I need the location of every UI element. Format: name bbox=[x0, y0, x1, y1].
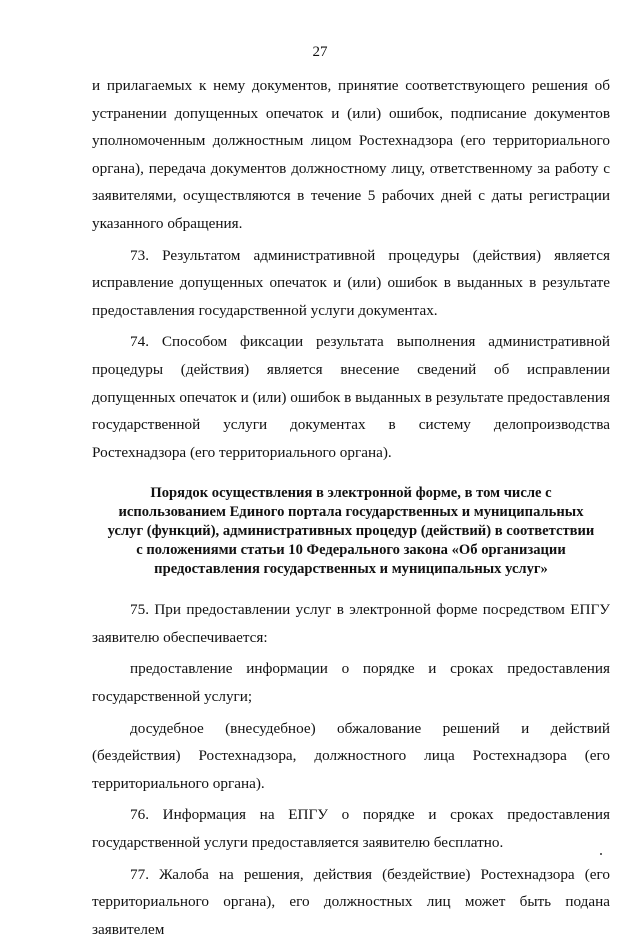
section-heading-line: с положениями статьи 10 Федерального закона «Об организации bbox=[136, 541, 566, 558]
section-heading-line: услуг (функций), административных процедур (действий) в соответствии bbox=[107, 522, 595, 539]
scan-speck bbox=[600, 853, 602, 855]
page-number: 27 bbox=[312, 44, 328, 60]
paragraph-75-item-info: предоставление информации о порядке и сроках предоставления государственной услуги; bbox=[92, 660, 610, 706]
section-heading bbox=[92, 484, 610, 578]
paragraph-76: 76. Информация на ЕПГУ о порядке и сроках предоставления государственной услуги предоставляется заявителю бесплатно. bbox=[92, 806, 610, 852]
paragraph-continuation: и прилагаемых к нему документов, принятие соответствующего решения об устранении допущенных опечаток и (или) ошибок, подписание документов уполномоченным должностным лицом Ростехнадзора (его территориального органа), передача документов должностному лицу, ответственному за работу с заявителями, осуществляются в течение 5 рабочих дней с даты регистрации указанного обращения. bbox=[92, 77, 610, 232]
paragraph-74: 74. Способом фиксации результата выполнения административной процедуры (действия) является внесение сведений об исправлении допущенных опечаток и (или) ошибок в выданных в результате предоставления государственной услуги документах в систему делопроизводства Ростехнадзора (его территориального органа). bbox=[92, 333, 611, 461]
paragraph-77: 77. Жалоба на решения, действия (бездействие) Ростехнадзора (его территориального органа), его должностных лиц может быть подана заявителем bbox=[92, 865, 610, 938]
section-heading-line: использованием Единого портала государственных и муниципальных bbox=[118, 504, 584, 521]
section-heading-line: предоставления государственных и муниципальных услуг» bbox=[154, 560, 548, 577]
paragraph-75-item-appeal: досудебное (внесудебное) обжалование решений и действий (бездействия) Ростехнадзора, должностного лица Ростехнадзора (его территориального органа). bbox=[92, 719, 610, 792]
paragraph-73: 73. Результатом административной процедуры (действия) является исправление допущенных опечаток и (или) ошибок в выданных в результате предоставления государственной услуги документах. bbox=[92, 246, 610, 319]
paragraph-75: 75. При предоставлении услуг в электронной форме посредством ЕПГУ заявителю обеспечивается: bbox=[92, 601, 610, 646]
document-body bbox=[92, 72, 610, 943]
section-heading-line: Порядок осуществления в электронной форме, в том числе с bbox=[150, 485, 552, 502]
